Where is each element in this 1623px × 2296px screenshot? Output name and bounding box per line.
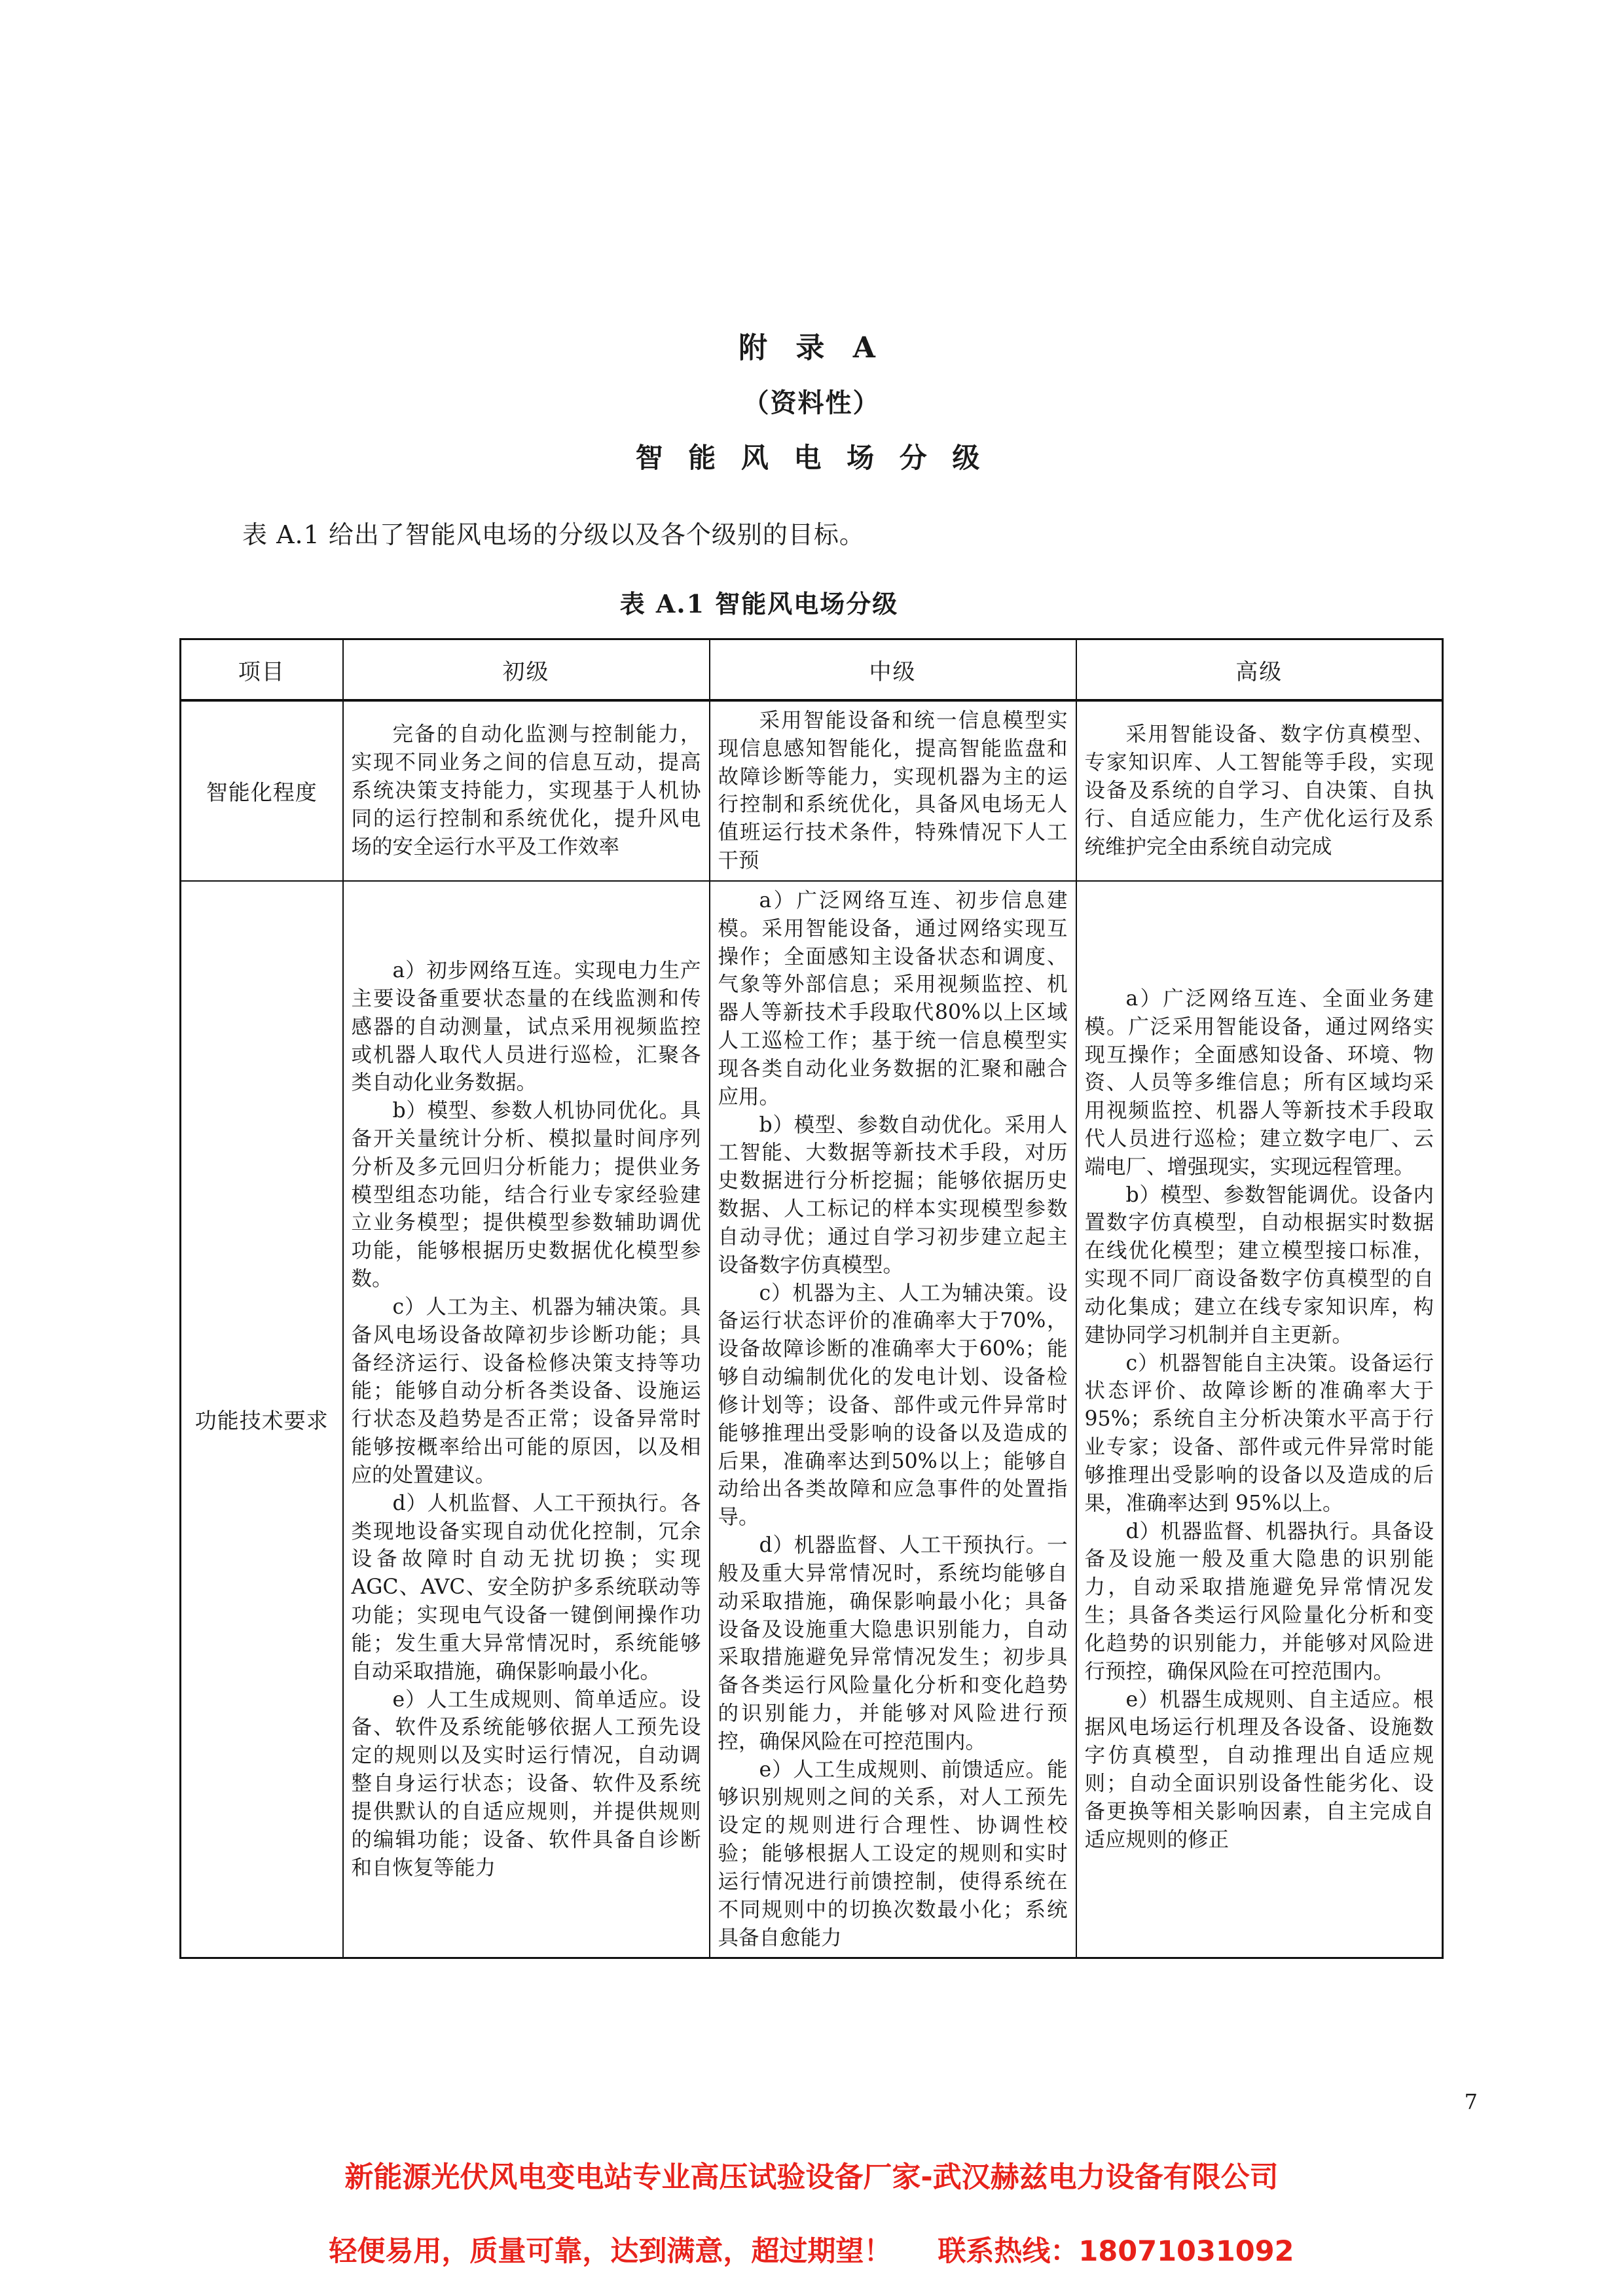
cell-functional-intermediate (710, 881, 1076, 1958)
ad-company-line: 新能源光伏风电变电站专业高压试验设备厂家-武汉赫兹电力设备有限公司 (344, 2161, 1279, 2194)
cell-paragraph: 完备的自动化监测与控制能力，实现不同业务之间的信息互动，提高系统决策支持能力，实现基于人机协同的运行控制和系统优化，提升风电场的安全运行水平及工作效率 (351, 723, 701, 859)
appendix-heading-block (0, 331, 1623, 476)
cell-paragraph: 采用智能设备和统一信息模型实现信息感知智能化，提高智能监盘和故障诊断等能力，实现机器为主的运行控制和系统优化，具备风电场无人值班运行技术条件，特殊情况下人工干预 (718, 709, 1068, 873)
cell-intelligence-primary (343, 700, 710, 881)
column-header-primary: 初级 (343, 639, 710, 701)
column-header-item: 项目 (181, 639, 343, 701)
column-header-advanced: 高级 (1076, 639, 1443, 701)
cell-paragraph: a）广泛网络互连、初步信息建模。采用智能设备，通过网络实现互操作；全面感知主设备状态和调度、气象等外部信息；采用视频监控、机器人等新技术手段取代80%以上区域人工巡检工作；基于统一信息模型实现各类自动化业务数据的汇聚和融合应用。 (718, 888, 1068, 1109)
ad-slogan-line (0, 2229, 1623, 2269)
table-row (181, 881, 1443, 1958)
cell-paragraph: b）模型、参数智能调优。设备内置数字仿真模型，自动根据实时数据在线优化模型；建立模型接口标准，实现不同厂商设备数字仿真模型的自动化集成；建立在线专家知识库，构建协同学习机制并自主更新。 (1084, 1183, 1434, 1347)
intro-paragraph: 表 A.1 给出了智能风电场的分级以及各个级别的目标。 (242, 520, 865, 549)
table-row (181, 700, 1443, 881)
cell-paragraph: c）机器智能自主决策。设备运行状态评价、故障诊断的准确率大于 95%；系统自主分析决策水平高于行业专家；设备、部件或元件异常时能够推理出受影响的设备以及造成的后果，准确率达到 95%以上。 (1084, 1351, 1434, 1515)
cell-intelligence-advanced (1076, 700, 1443, 881)
page-number: 7 (1464, 2089, 1478, 2114)
cell-paragraph: c）人工为主、机器为辅决策。具备风电场设备故障初步诊断功能；具备经济运行、设备检修决策支持等功能；能够自动分析各类设备、设施运行状态及趋势是否正常；设备异常时能够按概率给出可能的原因，以及相应的处置建议。 (351, 1295, 701, 1487)
row-header-intelligence-level: 智能化程度 (181, 700, 343, 881)
cell-paragraph: a）初步网络互连。实现电力生产主要设备重要状态量的在线监测和传感器的自动测量，试点采用视频监控或机器人取代人员进行巡检，汇聚各类自动化业务数据。 (351, 959, 701, 1095)
table-caption: 表 A.1 智能风电场分级 (619, 589, 899, 619)
cell-functional-primary (343, 881, 710, 1958)
cell-paragraph: b）模型、参数人机协同优化。具备开关量统计分析、模拟量时间序列分析及多元回归分析能力；提供业务模型组态功能，结合行业专家经验建立业务模型；提供模型参数辅助调优功能，能够根据历史数据优化模型参数。 (351, 1099, 701, 1291)
cell-intelligence-intermediate (710, 700, 1076, 881)
cell-paragraph: e）人工生成规则、简单适应。设备、软件及系统能够依据人工预先设定的规则以及实时运行情况，自动调整自身运行状态；设备、软件及系统提供默认的自适应规则，并提供规则的编辑功能；设备、软件具备自诊断和自恢复等能力 (351, 1687, 701, 1880)
appendix-title: 附 录 A (739, 331, 884, 365)
cell-paragraph: d）机器监督、机器执行。具备设备及设施一般及重大隐患的识别能力，自动采取措施避免异常情况发生；具备各类运行风险量化分析和变化趋势的识别能力，并能够对风险进行预控，确保风险在可控范围内。 (1084, 1519, 1434, 1683)
cell-paragraph: 采用智能设备、数字仿真模型、专家知识库、人工智能等手段，实现设备及系统的自学习、自决策、自执行、自适应能力，生产优化运行及系统维护完全由系统自动完成 (1084, 723, 1434, 859)
cell-paragraph: d）机器监督、人工干预执行。一般及重大异常情况时，系统均能够自动采取措施，确保影响最小化；具备设备及设施重大隐患识别能力，自动采取措施避免异常情况发生；初步具备各类运行风险量化分析和变化趋势的识别能力，并能够对风险进行预控，确保风险在可控范围内。 (718, 1534, 1068, 1753)
row-header-functional-requirements: 功能技术要求 (181, 881, 343, 1958)
advertisement-footer (0, 2153, 1623, 2269)
table-body (181, 700, 1443, 1958)
column-header-intermediate: 中级 (710, 639, 1076, 701)
cell-paragraph: e）人工生成规则、前馈适应。能够识别规则之间的关系，对人工预先设定的规则进行合理性、协调性校验；能够根据人工设定的规则和实时运行情况进行前馈控制，使得系统在不同规则中的切换次数最小化；系统具备自愈能力 (718, 1757, 1068, 1950)
appendix-kind: （资料性） (742, 388, 881, 418)
smart-wind-farm-grading-table (179, 638, 1444, 1959)
ad-slogan-text: 轻便易用，质量可靠，达到满意，超过期望！ (329, 2235, 892, 2268)
cell-paragraph: d）人机监督、人工干预执行。各类现地设备实现自动优化控制，冗余设备故障时自动无扰切换；实现 AGC、AVC、安全防护多系统联动等功能；实现电气设备一键倒闸操作功能；发生重大异常情况时，系统能够自动采取措施，确保影响最小化。 (351, 1491, 701, 1683)
cell-paragraph: c）机器为主、人工为辅决策。设备运行状态评价的准确率大于70%，设备故障诊断的准确率大于60%；能够自动编制优化的发电计划、设备检修计划等；设备、部件或元件异常时能够推理出受影响的设备以及造成的后果，准确率达到50%以上；能够自动给出各类故障和应急事件的处置指导。 (718, 1281, 1068, 1530)
appendix-subject: 智 能 风 电 场 分 级 (635, 442, 988, 474)
table-head (181, 639, 1443, 701)
cell-paragraph: e）机器生成规则、自主适应。根据风电场运行机理及各设备、设施数字仿真模型，自动推理出自适应规则；自动全面识别设备性能劣化、设备更换等相关影响因素，自主完成自适应规则的修正 (1084, 1687, 1434, 1852)
ad-hotline-text: 联系热线：18071031092 (938, 2235, 1294, 2268)
cell-paragraph: b）模型、参数自动优化。采用人工智能、大数据等新技术手段，对历史数据进行分析挖掘；能够依据历史数据、人工标记的样本实现模型参数自动寻优；通过自学习初步建立起主设备数字仿真模型。 (718, 1113, 1068, 1277)
cell-functional-advanced (1076, 881, 1443, 1958)
table-header-row (181, 639, 1443, 701)
cell-paragraph: a）广泛网络互连、全面业务建模。广泛采用智能设备，通过网络实现互操作；全面感知设备、环境、物资、人员等多维信息；所有区域均采用视频监控、机器人等新技术手段取代人员进行巡检；建立数字电厂、云端电厂、增强现实，实现远程管理。 (1084, 986, 1434, 1179)
